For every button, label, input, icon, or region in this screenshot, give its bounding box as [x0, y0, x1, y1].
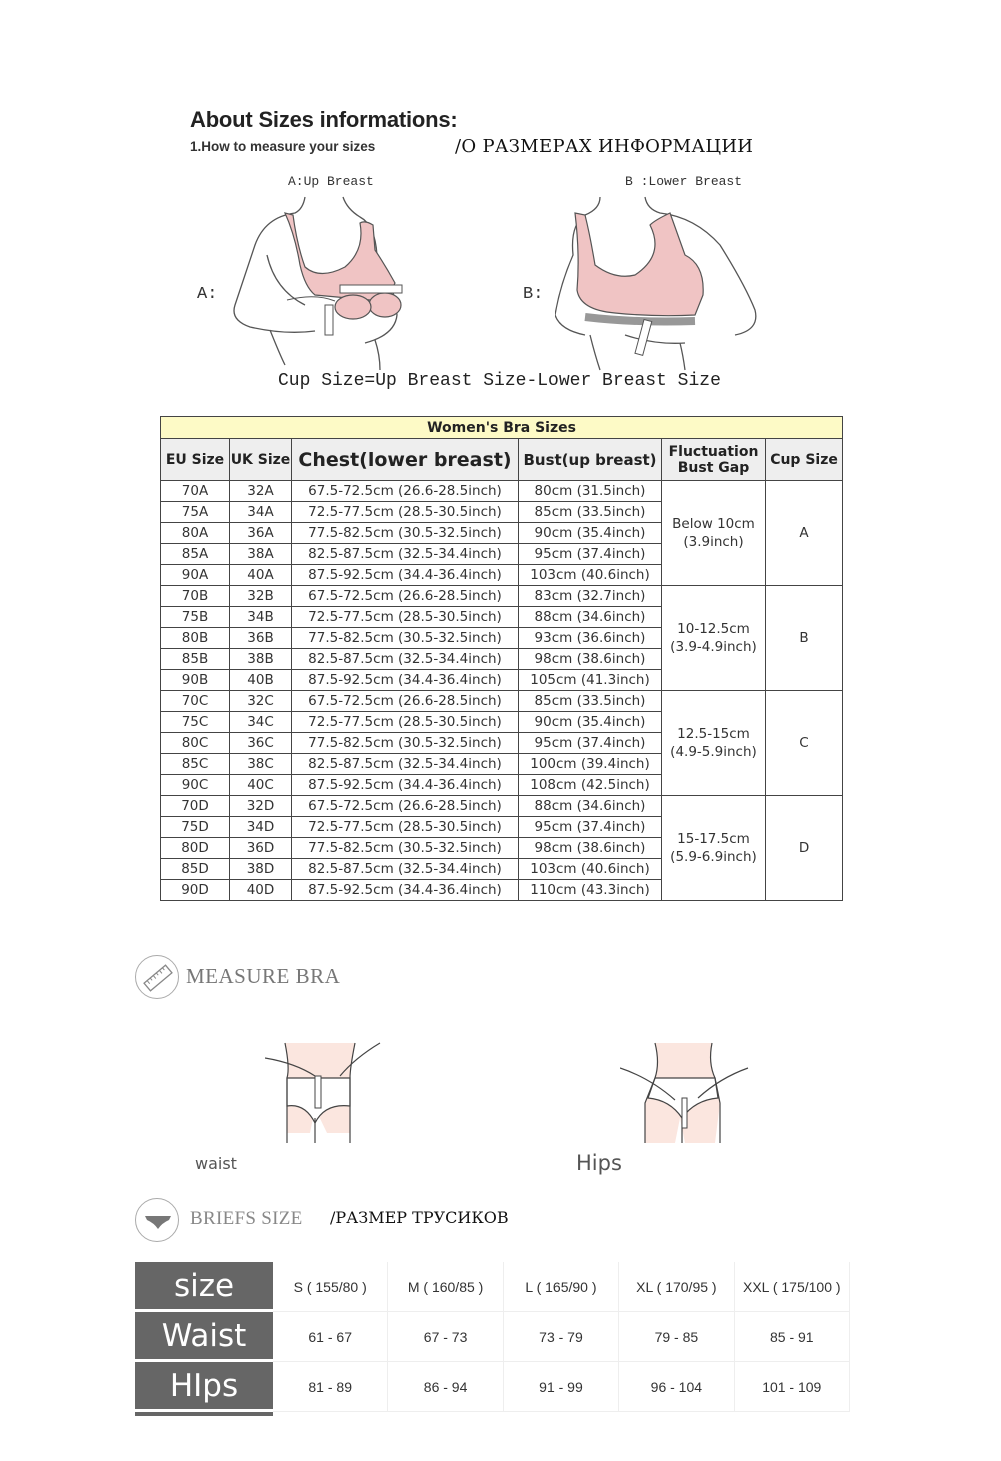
bust-cell: 88cm (34.6inch): [519, 607, 662, 628]
eu-size-cell: 85B: [161, 649, 230, 670]
chest-cell: 72.5-77.5cm (28.5-30.5inch): [292, 607, 519, 628]
hips-value-cell: 96 - 104: [619, 1362, 734, 1412]
table-row: [161, 691, 843, 712]
fluctuation-gap-cell: Below 10cm (3.9inch): [662, 481, 766, 586]
eu-size-cell: 70A: [161, 481, 230, 502]
uk-size-cell: 32A: [230, 481, 292, 502]
chest-cell: 87.5-92.5cm (34.4-36.4inch): [292, 775, 519, 796]
uk-size-cell: 40B: [230, 670, 292, 691]
eu-size-cell: 90D: [161, 880, 230, 901]
header-fluctuation: Fluctuation Bust Gap: [662, 439, 766, 481]
partial-cell: [388, 1412, 503, 1416]
chest-cell: 77.5-82.5cm (30.5-32.5inch): [292, 733, 519, 754]
hips-label: Hips: [576, 1151, 622, 1175]
bust-cell: 103cm (40.6inch): [519, 565, 662, 586]
size-label-cell: L ( 165/90 ): [504, 1262, 619, 1312]
size-label-cell: S ( 155/80 ): [273, 1262, 388, 1312]
bust-cell: 95cm (37.4inch): [519, 733, 662, 754]
size-label-cell: XXL ( 175/100 ): [735, 1262, 850, 1312]
hips-value-cell: 91 - 99: [504, 1362, 619, 1412]
chest-cell: 87.5-92.5cm (34.4-36.4inch): [292, 880, 519, 901]
chest-cell: 77.5-82.5cm (30.5-32.5inch): [292, 523, 519, 544]
cup-size-cell: A: [766, 481, 843, 586]
partial-cell: [273, 1412, 388, 1416]
bust-cell: 85cm (33.5inch): [519, 691, 662, 712]
chest-cell: 82.5-87.5cm (32.5-34.4inch): [292, 754, 519, 775]
header-cup-size: Cup Size: [766, 439, 843, 481]
bust-cell: 93cm (36.6inch): [519, 628, 662, 649]
waist-value-cell: 85 - 91: [735, 1312, 850, 1362]
lower-breast-caption: B :Lower Breast: [625, 174, 743, 189]
chest-cell: 82.5-87.5cm (32.5-34.4inch): [292, 649, 519, 670]
bust-cell: 105cm (41.3inch): [519, 670, 662, 691]
up-breast-caption: A:Up Breast: [288, 174, 374, 189]
bust-cell: 108cm (42.5inch): [519, 775, 662, 796]
table-row: [161, 586, 843, 607]
measure-bra-heading: MEASURE BRA: [186, 964, 341, 988]
waist-row: [135, 1312, 850, 1362]
size-label-cell: XL ( 170/95 ): [619, 1262, 734, 1312]
header-chest: Chest(lower breast): [292, 439, 519, 481]
briefs-icon: [135, 1198, 179, 1242]
fluctuation-gap-cell: 15-17.5cm (5.9-6.9inch): [662, 796, 766, 901]
briefs-size-table: [135, 1262, 850, 1416]
ruler-icon: [135, 955, 179, 999]
fluctuation-gap-cell: 12.5-15cm (4.9-5.9inch): [662, 691, 766, 796]
eu-size-cell: 90A: [161, 565, 230, 586]
row-label: size: [135, 1262, 273, 1312]
waist-value-cell: 73 - 79: [504, 1312, 619, 1362]
bust-cell: 90cm (35.4inch): [519, 712, 662, 733]
eu-size-cell: 80B: [161, 628, 230, 649]
waist-value-cell: 79 - 85: [619, 1312, 734, 1362]
uk-size-cell: 38C: [230, 754, 292, 775]
uk-size-cell: 40C: [230, 775, 292, 796]
eu-size-cell: 75C: [161, 712, 230, 733]
cup-size-cell: D: [766, 796, 843, 901]
uk-size-cell: 32B: [230, 586, 292, 607]
hips-value-cell: 86 - 94: [388, 1362, 503, 1412]
chest-cell: 87.5-92.5cm (34.4-36.4inch): [292, 670, 519, 691]
bust-cell: 90cm (35.4inch): [519, 523, 662, 544]
subtitle-russian: /О РАЗМЕРАХ ИНФОРМАЦИИ: [455, 136, 754, 157]
subtitle: 1.How to measure your sizes: [190, 139, 376, 154]
chest-cell: 67.5-72.5cm (26.6-28.5inch): [292, 796, 519, 817]
cup-size-formula: Cup Size=Up Breast Size-Lower Breast Size: [278, 371, 721, 391]
waist-measure-illustration: [265, 1038, 385, 1148]
chest-cell: 77.5-82.5cm (30.5-32.5inch): [292, 838, 519, 859]
uk-size-cell: 36B: [230, 628, 292, 649]
eu-size-cell: 85D: [161, 859, 230, 880]
uk-size-cell: 34B: [230, 607, 292, 628]
uk-size-cell: 40D: [230, 880, 292, 901]
bust-cell: 110cm (43.3inch): [519, 880, 662, 901]
uk-size-cell: 38A: [230, 544, 292, 565]
chest-cell: 82.5-87.5cm (32.5-34.4inch): [292, 544, 519, 565]
waist-label: waist: [195, 1154, 237, 1173]
table-caption: Women's Bra Sizes: [161, 417, 843, 439]
uk-size-cell: 40A: [230, 565, 292, 586]
bust-cell: 98cm (38.6inch): [519, 649, 662, 670]
eu-size-cell: 80C: [161, 733, 230, 754]
page-title: About Sizes informations:: [190, 107, 458, 132]
partial-cell: [135, 1412, 273, 1416]
cup-size-cell: C: [766, 691, 843, 796]
eu-size-cell: 85C: [161, 754, 230, 775]
uk-size-cell: 34A: [230, 502, 292, 523]
bust-cell: 100cm (39.4inch): [519, 754, 662, 775]
briefs-size-heading-russian: /РАЗМЕР ТРУСИКОВ: [330, 1208, 509, 1227]
bust-cell: 95cm (37.4inch): [519, 817, 662, 838]
fluctuation-gap-cell: 10-12.5cm (3.9-4.9inch): [662, 586, 766, 691]
eu-size-cell: 70B: [161, 586, 230, 607]
chest-cell: 72.5-77.5cm (28.5-30.5inch): [292, 817, 519, 838]
uk-size-cell: 36D: [230, 838, 292, 859]
bust-cell: 103cm (40.6inch): [519, 859, 662, 880]
header-bust: Bust(up breast): [519, 439, 662, 481]
hips-value-cell: 101 - 109: [735, 1362, 850, 1412]
chest-cell: 72.5-77.5cm (28.5-30.5inch): [292, 712, 519, 733]
uk-size-cell: 36A: [230, 523, 292, 544]
chest-cell: 72.5-77.5cm (28.5-30.5inch): [292, 502, 519, 523]
partial-cell: [504, 1412, 619, 1416]
hips-measure-illustration: [620, 1038, 750, 1148]
bust-cell: 80cm (31.5inch): [519, 481, 662, 502]
header-uk-size: UK Size: [230, 439, 292, 481]
marker-a: A:: [197, 285, 218, 304]
size-label-cell: M ( 160/85 ): [388, 1262, 503, 1312]
size-row: [135, 1262, 850, 1312]
bust-cell: 83cm (32.7inch): [519, 586, 662, 607]
eu-size-cell: 90C: [161, 775, 230, 796]
eu-size-cell: 75A: [161, 502, 230, 523]
row-label: Waist: [135, 1312, 273, 1362]
lower-breast-illustration: [555, 195, 785, 375]
chest-cell: 67.5-72.5cm (26.6-28.5inch): [292, 586, 519, 607]
uk-size-cell: 38B: [230, 649, 292, 670]
partial-cell: [619, 1412, 734, 1416]
table-row-partial: [135, 1412, 850, 1416]
eu-size-cell: 90B: [161, 670, 230, 691]
row-label: HIps: [135, 1362, 273, 1412]
marker-b: B:: [523, 285, 544, 304]
table-row: [161, 796, 843, 817]
briefs-size-heading: BRIEFS SIZE: [190, 1208, 303, 1229]
uk-size-cell: 32D: [230, 796, 292, 817]
bust-cell: 95cm (37.4inch): [519, 544, 662, 565]
uk-size-cell: 36C: [230, 733, 292, 754]
chest-cell: 82.5-87.5cm (32.5-34.4inch): [292, 859, 519, 880]
eu-size-cell: 80A: [161, 523, 230, 544]
chest-cell: 67.5-72.5cm (26.6-28.5inch): [292, 481, 519, 502]
waist-value-cell: 61 - 67: [273, 1312, 388, 1362]
bust-cell: 88cm (34.6inch): [519, 796, 662, 817]
bust-cell: 98cm (38.6inch): [519, 838, 662, 859]
hips-row: [135, 1362, 850, 1412]
waist-value-cell: 67 - 73: [388, 1312, 503, 1362]
table-row: [161, 481, 843, 502]
uk-size-cell: 38D: [230, 859, 292, 880]
uk-size-cell: 32C: [230, 691, 292, 712]
up-breast-illustration: [225, 195, 455, 375]
eu-size-cell: 70D: [161, 796, 230, 817]
eu-size-cell: 75B: [161, 607, 230, 628]
partial-cell: [735, 1412, 850, 1416]
chest-cell: 67.5-72.5cm (26.6-28.5inch): [292, 691, 519, 712]
eu-size-cell: 75D: [161, 817, 230, 838]
header-eu-size: EU Size: [161, 439, 230, 481]
chest-cell: 77.5-82.5cm (30.5-32.5inch): [292, 628, 519, 649]
eu-size-cell: 70C: [161, 691, 230, 712]
eu-size-cell: 80D: [161, 838, 230, 859]
uk-size-cell: 34C: [230, 712, 292, 733]
bust-cell: 85cm (33.5inch): [519, 502, 662, 523]
bra-size-table: [160, 416, 842, 901]
eu-size-cell: 85A: [161, 544, 230, 565]
chest-cell: 87.5-92.5cm (34.4-36.4inch): [292, 565, 519, 586]
uk-size-cell: 34D: [230, 817, 292, 838]
hips-value-cell: 81 - 89: [273, 1362, 388, 1412]
cup-size-cell: B: [766, 586, 843, 691]
